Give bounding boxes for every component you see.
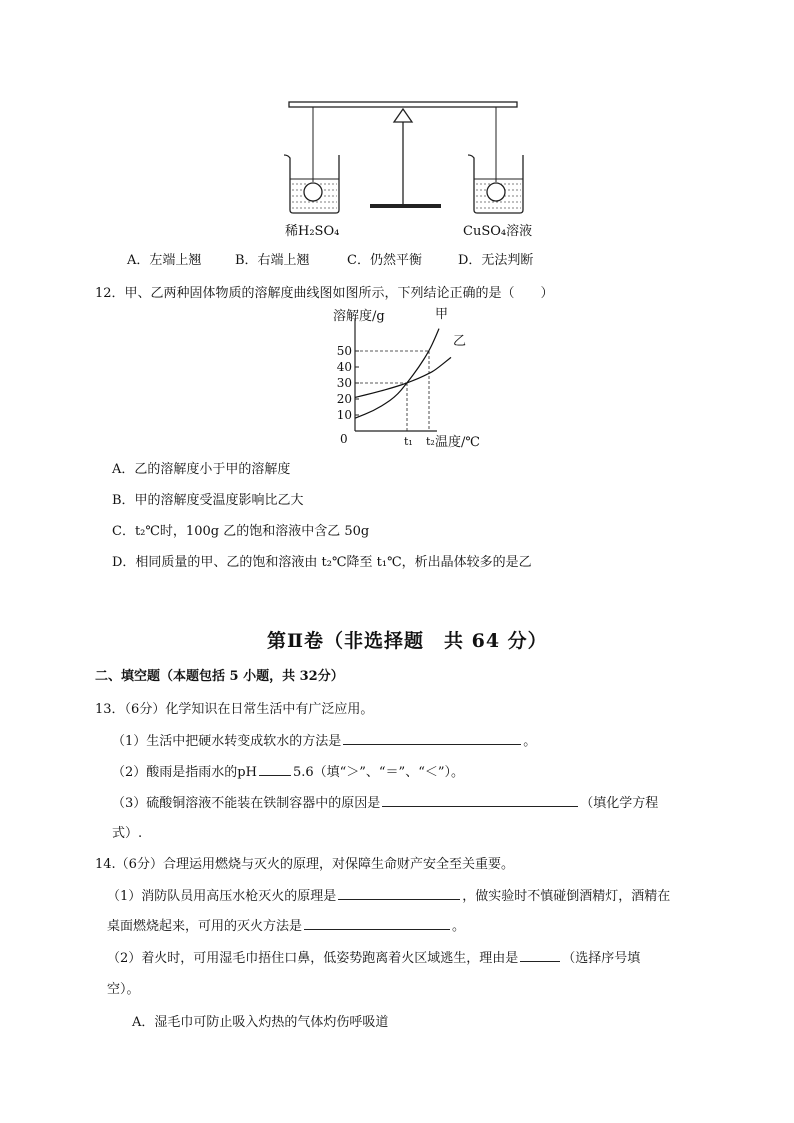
y-tick-label: 10 xyxy=(336,408,352,422)
y-tick-label: 40 xyxy=(336,360,352,374)
q13-sub3-cont: 式）. xyxy=(112,826,143,841)
answer-blank[interactable] xyxy=(304,916,450,930)
fulcrum xyxy=(394,109,412,122)
y-tick-label: 50 xyxy=(336,344,352,358)
q13-sub2: （2）酸雨是指雨水的pH 5.6（填“＞”、“＝”、“＜”）。 xyxy=(112,761,464,780)
chart-origin: 0 xyxy=(340,432,348,446)
answer-blank[interactable] xyxy=(338,886,460,900)
q12-option-c: C．t₂℃时，100g 乙的饱和溶液中含乙 50g xyxy=(112,524,370,539)
q12-stem: 12．甲、乙两种固体物质的溶解度曲线图如图所示，下列结论正确的是（ ） xyxy=(95,286,554,301)
section-title: 二、填空题（本题包括 5 小题，共 32分） xyxy=(95,669,344,684)
balance-beam xyxy=(289,102,517,107)
y-tick-label: 30 xyxy=(336,376,352,390)
curve-yi xyxy=(355,357,451,397)
q11-option-b: B．右端上翘 xyxy=(235,253,310,268)
answer-blank[interactable] xyxy=(382,793,578,807)
right-beaker-label: CuSO₄溶液 xyxy=(463,224,533,239)
curve-jia xyxy=(355,329,439,419)
q13-stem: 13．（6分）化学知识在日常生活中有广泛应用。 xyxy=(95,702,374,717)
q12-option-b: B．甲的溶解度受温度影响比乙大 xyxy=(112,493,304,508)
q11-option-a: A．左端上翘 xyxy=(127,253,202,268)
q12-option-d: D．相同质量的甲、乙的饱和溶液由 t₂℃降至 t₁℃，析出晶体较多的是乙 xyxy=(112,555,532,570)
left-beaker-label: 稀H₂SO₄ xyxy=(285,224,340,239)
left-beaker xyxy=(284,155,339,213)
x-tick-label: t₁ xyxy=(404,435,413,448)
q13-sub3: （3）硫酸铜溶液不能装在铁制容器中的原因是 （填化学方程 xyxy=(112,792,658,811)
q14-sub2-cont: 空）。 xyxy=(107,982,140,997)
answer-blank[interactable] xyxy=(343,731,521,745)
q14-stem: 14.（6分）合理运用燃烧与灭火的原理，对保障生命财产安全至关重要。 xyxy=(95,857,514,872)
answer-blank[interactable] xyxy=(259,762,291,776)
q14-sub2: （2）着火时，可用湿毛巾捂住口鼻，低姿势跑离着火区域逃生，理由是 （选择序号填 xyxy=(107,947,640,966)
q14-option-a: A．湿毛巾可防止吸入灼热的气体灼伤呼吸道 xyxy=(132,1015,389,1030)
chart-xlabel: 温度/℃ xyxy=(435,435,480,450)
q13-sub1: （1）生活中把硬水转变成软水的方法是 。 xyxy=(112,730,536,749)
balance-diagram xyxy=(270,95,540,240)
solubility-chart xyxy=(325,303,495,453)
q14-sub1: （1）消防队员用高压水枪灭火的原理是 ，做实验时不慎碰倒酒精灯，酒精在 xyxy=(107,885,670,904)
part2-title: 第Ⅱ卷（非选择题 共 64 分） xyxy=(267,630,548,652)
x-tick-label: t₂ xyxy=(426,435,435,448)
series-label-yi: 乙 xyxy=(453,334,467,349)
y-tick-label: 20 xyxy=(336,392,352,406)
q11-option-c: C．仍然平衡 xyxy=(347,253,422,268)
answer-blank[interactable] xyxy=(520,948,560,962)
series-label-jia: 甲 xyxy=(435,307,449,322)
chart-ylabel: 溶解度/g xyxy=(333,309,385,324)
q12-option-a: A．乙的溶解度小于甲的溶解度 xyxy=(112,462,291,477)
q11-option-d: D．无法判断 xyxy=(458,253,534,268)
q14-sub1-cont: 桌面燃烧起来，可用的灭火方法是 。 xyxy=(107,915,465,934)
